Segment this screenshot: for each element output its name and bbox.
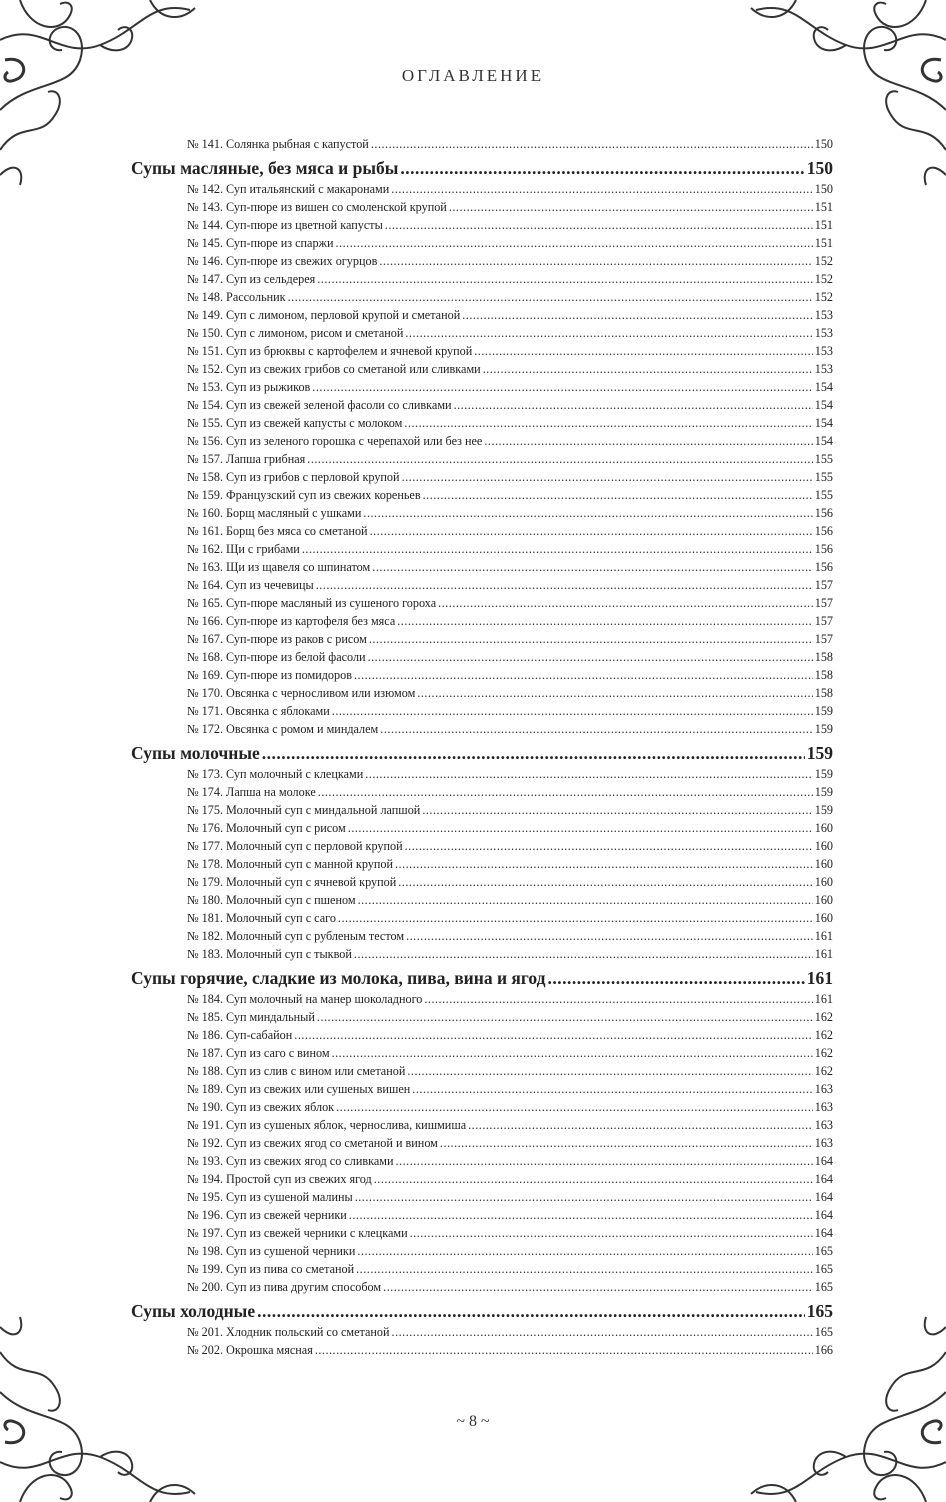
entry-page-number: 153 [814, 326, 833, 340]
dot-leader [307, 450, 812, 468]
dot-leader [395, 855, 813, 873]
entry-page-number: 151 [814, 218, 833, 232]
dot-leader [398, 873, 812, 891]
entry-page-number: 163 [814, 1100, 833, 1114]
toc-entry [131, 1260, 833, 1278]
entry-page-number: 157 [814, 614, 833, 628]
dot-leader [317, 270, 812, 288]
entry-page-number: 165 [814, 1262, 833, 1276]
toc-entry [131, 1026, 833, 1044]
entry-page-number: 163 [814, 1082, 833, 1096]
entry-page-number: 159 [814, 803, 833, 817]
entry-title: № 199. Суп из пива со сметаной [187, 1262, 355, 1276]
toc-entry [131, 270, 833, 288]
entry-title: № 176. Молочный суп с рисом [187, 821, 346, 835]
entry-page-number: 160 [814, 857, 833, 871]
toc-entry [131, 666, 833, 684]
entry-title: № 185. Суп миндальный [187, 1010, 315, 1024]
toc-entry [131, 837, 833, 855]
entry-title: № 149. Суп с лимоном, перловой крупой и сметаной [187, 308, 461, 322]
entry-page-number: 159 [814, 785, 833, 799]
dot-leader [315, 1341, 813, 1359]
entry-title: № 181. Молочный суп с саго [187, 911, 336, 925]
entry-page-number: 164 [814, 1172, 833, 1186]
dot-leader [257, 1296, 805, 1323]
entry-page-number: 154 [814, 380, 833, 394]
entry-title: № 168. Суп-пюре из белой фасоли [187, 650, 366, 664]
toc-entry [131, 1341, 833, 1359]
toc-entry [131, 540, 833, 558]
dot-leader [484, 432, 812, 450]
dot-leader [404, 414, 812, 432]
section-title: Супы молочные [131, 743, 260, 763]
entry-page-number: 162 [814, 1064, 833, 1078]
dot-leader [318, 783, 813, 801]
entry-page-number: 151 [814, 200, 833, 214]
entry-title: № 147. Суп из сельдерея [187, 272, 316, 286]
entry-title: № 179. Молочный суп с ячневой крупой [187, 875, 397, 889]
toc-entry [131, 396, 833, 414]
entry-page-number: 157 [814, 632, 833, 646]
entry-title: № 159. Французский суп из свежих кореньев [187, 488, 421, 502]
entry-title: № 186. Суп-сабайон [187, 1028, 293, 1042]
section-title: Супы масляные, без мяса и рыбы [131, 158, 399, 178]
entry-page-number: 165 [814, 1280, 833, 1294]
entry-page-number: 158 [814, 650, 833, 664]
dot-leader [348, 819, 813, 837]
toc-entry [131, 990, 833, 1008]
entry-title: № 150. Суп с лимоном, рисом и сметаной [187, 326, 404, 340]
dot-leader [383, 1278, 813, 1296]
dot-leader [371, 135, 813, 153]
entry-title: № 196. Суп из свежей черники [187, 1208, 347, 1222]
dot-leader [332, 1044, 813, 1062]
toc-entry [131, 342, 833, 360]
entry-page-number: 150 [806, 158, 833, 178]
toc-entry [131, 1323, 833, 1341]
dot-leader [374, 1170, 813, 1188]
dot-leader [379, 252, 812, 270]
entry-page-number: 154 [814, 416, 833, 430]
entry-title: № 171. Овсянка с яблоками [187, 704, 330, 718]
toc-entry [131, 1098, 833, 1116]
dot-leader [397, 612, 812, 630]
dot-leader [474, 342, 812, 360]
entry-page-number: 154 [814, 434, 833, 448]
dot-leader [483, 360, 813, 378]
dot-leader [400, 153, 804, 180]
section-title: Супы горячие, сладкие из молока, пива, вина и ягод [131, 968, 546, 988]
toc-entry [131, 234, 833, 252]
dot-leader [438, 594, 813, 612]
entry-title: № 153. Суп из рыжиков [187, 380, 311, 394]
toc-entry [131, 783, 833, 801]
entry-title: № 195. Суп из сушеной малины [187, 1190, 353, 1204]
dot-leader [338, 909, 813, 927]
toc-entry [131, 1170, 833, 1188]
entry-title: № 156. Суп из зеленого горошка с черепахой или без нее [187, 434, 483, 448]
dot-leader [468, 1116, 813, 1134]
entry-title: № 178. Молочный суп с манной крупой [187, 857, 393, 871]
toc-entry [131, 180, 833, 198]
entry-title: № 151. Суп из брюквы с картофелем и ячневой крупой [187, 344, 473, 358]
entry-page-number: 162 [814, 1028, 833, 1042]
entry-title: № 177. Молочный суп с перловой крупой [187, 839, 403, 853]
entry-page-number: 157 [814, 596, 833, 610]
entry-title: № 164. Суп из чечевицы [187, 578, 314, 592]
dot-leader [440, 1134, 813, 1152]
entry-title: № 162. Щи с грибами [187, 542, 300, 556]
toc-entry [131, 468, 833, 486]
entry-title: № 144. Суп-пюре из цветной капусты [187, 218, 383, 232]
entry-page-number: 156 [814, 560, 833, 574]
dot-leader [423, 486, 813, 504]
entry-page-number: 166 [814, 1343, 833, 1357]
toc-entry [131, 1044, 833, 1062]
entry-page-number: 153 [814, 308, 833, 322]
entry-title: № 201. Хлодник польский со сметаной [187, 1325, 390, 1339]
entry-page-number: 163 [814, 1118, 833, 1132]
entry-page-number: 160 [814, 839, 833, 853]
toc-entry [131, 1224, 833, 1242]
dot-leader [412, 1080, 812, 1098]
entry-page-number: 150 [814, 182, 833, 196]
dot-leader [355, 1188, 813, 1206]
toc-entry [131, 198, 833, 216]
dot-leader [368, 648, 813, 666]
entry-title: № 180. Молочный суп с пшеном [187, 893, 356, 907]
entry-title: № 184. Суп молочный на манер шоколадного [187, 992, 423, 1006]
dot-leader [288, 288, 813, 306]
dot-leader [302, 540, 813, 558]
toc-entry [131, 504, 833, 522]
entry-page-number: 153 [814, 344, 833, 358]
toc-entry [131, 873, 833, 891]
entry-page-number: 160 [814, 875, 833, 889]
dot-leader [316, 576, 813, 594]
entry-page-number: 151 [814, 236, 833, 250]
entry-title: № 190. Суп из свежих яблок [187, 1100, 335, 1114]
entry-title: № 202. Окрошка мясная [187, 1343, 313, 1357]
entry-page-number: 150 [814, 137, 833, 151]
entry-page-number: 155 [814, 470, 833, 484]
entry-page-number: 164 [814, 1226, 833, 1240]
toc-entry [131, 720, 833, 738]
entry-page-number: 155 [814, 452, 833, 466]
dot-leader [354, 945, 813, 963]
entry-page-number: 157 [814, 578, 833, 592]
toc-entry [131, 855, 833, 873]
entry-title: № 152. Суп из свежих грибов со сметаной или сливками [187, 362, 481, 376]
toc-entry [131, 891, 833, 909]
toc-entry [131, 1152, 833, 1170]
entry-title: № 166. Суп-пюре из картофеля без мяса [187, 614, 396, 628]
dot-leader [332, 702, 813, 720]
dot-leader [354, 666, 813, 684]
entry-page-number: 158 [814, 668, 833, 682]
entry-title: № 170. Овсянка с черносливом или изюмом [187, 686, 416, 700]
dot-leader [405, 837, 813, 855]
dot-leader [407, 1062, 812, 1080]
toc-section-heading [131, 1296, 833, 1323]
entry-page-number: 159 [814, 722, 833, 736]
entry-title: № 165. Суп-пюре масляный из сушеного гороха [187, 596, 437, 610]
dot-leader [357, 1242, 812, 1260]
entry-title: № 158. Суп из грибов с перловой крупой [187, 470, 400, 484]
entry-page-number: 153 [814, 362, 833, 376]
toc-entry [131, 414, 833, 432]
entry-page-number: 164 [814, 1208, 833, 1222]
entry-title: № 197. Суп из свежей черники с клецками [187, 1226, 408, 1240]
toc-entry [131, 801, 833, 819]
toc-entry [131, 1062, 833, 1080]
entry-page-number: 161 [814, 947, 833, 961]
dot-leader [336, 234, 813, 252]
dot-leader [406, 927, 813, 945]
entry-title: № 148. Рассольник [187, 290, 286, 304]
entry-title: № 200. Суп из пива другим способом [187, 1280, 382, 1294]
dot-leader [317, 1008, 813, 1026]
toc-entry [131, 1080, 833, 1098]
dot-leader [380, 720, 812, 738]
page-number: ~ 8 ~ [456, 1413, 490, 1430]
toc-entry [131, 576, 833, 594]
toc-entry [131, 702, 833, 720]
entry-title: № 182. Молочный суп с рубленым тестом [187, 929, 405, 943]
toc-entry [131, 819, 833, 837]
entry-title: № 163. Щи из щавеля со шпинатом [187, 560, 371, 574]
toc-entry [131, 432, 833, 450]
entry-page-number: 161 [814, 929, 833, 943]
entry-page-number: 165 [814, 1325, 833, 1339]
entry-title: № 141. Солянка рыбная с капустой [187, 137, 369, 151]
table-of-contents [131, 135, 833, 1359]
entry-title: № 174. Лапша на молоке [187, 785, 316, 799]
dot-leader [547, 963, 804, 990]
dot-leader [391, 180, 812, 198]
toc-entry [131, 945, 833, 963]
entry-title: № 167. Суп-пюре из раков с рисом [187, 632, 367, 646]
entry-page-number: 154 [814, 398, 833, 412]
entry-page-number: 160 [814, 893, 833, 907]
dot-leader [422, 801, 812, 819]
entry-title: № 154. Суп из свежей зеленой фасоли со сливками [187, 398, 452, 412]
entry-title: № 187. Суп из саго с вином [187, 1046, 330, 1060]
toc-entry [131, 909, 833, 927]
toc-entry [131, 648, 833, 666]
toc-entry [131, 1206, 833, 1224]
toc-entry [131, 1188, 833, 1206]
entry-title: № 146. Суп-пюре из свежих огурцов [187, 254, 378, 268]
dot-leader [402, 468, 813, 486]
entry-page-number: 161 [806, 968, 833, 988]
toc-entry [131, 1008, 833, 1026]
dot-leader [454, 396, 813, 414]
entry-title: № 172. Овсянка с ромом и миндалем [187, 722, 379, 736]
toc-section-heading [131, 153, 833, 180]
toc-entry [131, 306, 833, 324]
entry-page-number: 156 [814, 506, 833, 520]
entry-title: № 198. Суп из сушеной черники [187, 1244, 356, 1258]
entry-page-number: 156 [814, 524, 833, 538]
entry-page-number: 159 [806, 743, 833, 763]
entry-page-number: 155 [814, 488, 833, 502]
entry-page-number: 159 [814, 704, 833, 718]
entry-title: № 142. Суп итальянский с макаронами [187, 182, 390, 196]
toc-entry [131, 1134, 833, 1152]
toc-section-heading [131, 963, 833, 990]
entry-title: № 169. Суп-пюре из помидоров [187, 668, 352, 682]
dot-leader [336, 1098, 813, 1116]
toc-section-heading [131, 738, 833, 765]
toc-entry [131, 252, 833, 270]
entry-title: № 189. Суп из свежих или сушеных вишен [187, 1082, 411, 1096]
entry-title: № 188. Суп из слив с вином или сметаной [187, 1064, 406, 1078]
dot-leader [312, 378, 812, 396]
toc-entry [131, 594, 833, 612]
page-title: ОГЛАВЛЕНИЕ [401, 66, 545, 85]
section-title: Супы холодные [131, 1301, 256, 1321]
entry-page-number: 160 [814, 911, 833, 925]
entry-title: № 194. Простой суп из свежих ягод [187, 1172, 372, 1186]
entry-title: № 143. Суп-пюре из вишен со смоленской крупой [187, 200, 447, 214]
toc-entry [131, 360, 833, 378]
entry-page-number: 164 [814, 1154, 833, 1168]
dot-leader [405, 324, 812, 342]
toc-entry [131, 1242, 833, 1260]
toc-entry [131, 612, 833, 630]
entry-page-number: 161 [814, 992, 833, 1006]
dot-leader [372, 558, 812, 576]
entry-page-number: 162 [814, 1046, 833, 1060]
entry-title: № 193. Суп из свежих ягод со сливками [187, 1154, 394, 1168]
toc-entry [131, 486, 833, 504]
toc-entry [131, 522, 833, 540]
entry-title: № 183. Молочный суп с тыквой [187, 947, 352, 961]
entry-page-number: 159 [814, 767, 833, 781]
toc-entry [131, 1116, 833, 1134]
dot-leader [449, 198, 813, 216]
dot-leader [365, 765, 812, 783]
dot-leader [385, 216, 813, 234]
dot-leader [294, 1026, 812, 1044]
toc-entry [131, 324, 833, 342]
entry-title: № 160. Борщ масляный с ушками [187, 506, 362, 520]
dot-leader [349, 1206, 813, 1224]
toc-entry [131, 765, 833, 783]
toc-entry [131, 135, 833, 153]
entry-title: № 155. Суп из свежей капусты с молоком [187, 416, 403, 430]
toc-entry [131, 927, 833, 945]
entry-page-number: 162 [814, 1010, 833, 1024]
dot-leader [358, 891, 813, 909]
toc-entry [131, 216, 833, 234]
toc-entry [131, 558, 833, 576]
entry-page-number: 158 [814, 686, 833, 700]
entry-title: № 175. Молочный суп с миндальной лапшой [187, 803, 421, 817]
dot-leader [262, 738, 805, 765]
dot-leader [370, 522, 813, 540]
entry-title: № 161. Борщ без мяса со сметаной [187, 524, 368, 538]
dot-leader [417, 684, 812, 702]
dot-leader [462, 306, 812, 324]
entry-page-number: 156 [814, 542, 833, 556]
toc-entry [131, 450, 833, 468]
dot-leader [396, 1152, 813, 1170]
entry-title: № 157. Лапша грибная [187, 452, 306, 466]
entry-title: № 192. Суп из свежих ягод со сметаной и вином [187, 1136, 438, 1150]
toc-entry [131, 288, 833, 306]
entry-page-number: 152 [814, 290, 833, 304]
entry-page-number: 152 [814, 254, 833, 268]
entry-page-number: 160 [814, 821, 833, 835]
dot-leader [424, 990, 812, 1008]
toc-entry [131, 378, 833, 396]
toc-entry [131, 1278, 833, 1296]
entry-page-number: 165 [814, 1244, 833, 1258]
entry-title: № 145. Суп-пюре из спаржи [187, 236, 334, 250]
entry-title: № 191. Суп из сушеных яблок, чернослива, кишмиша [187, 1118, 467, 1132]
toc-entry [131, 630, 833, 648]
entry-page-number: 163 [814, 1136, 833, 1150]
dot-leader [369, 630, 813, 648]
toc-entry [131, 684, 833, 702]
entry-page-number: 152 [814, 272, 833, 286]
entry-page-number: 165 [806, 1301, 833, 1321]
dot-leader [392, 1323, 813, 1341]
entry-page-number: 164 [814, 1190, 833, 1204]
dot-leader [356, 1260, 813, 1278]
dot-leader [363, 504, 812, 522]
dot-leader [410, 1224, 813, 1242]
entry-title: № 173. Суп молочный с клецками [187, 767, 364, 781]
